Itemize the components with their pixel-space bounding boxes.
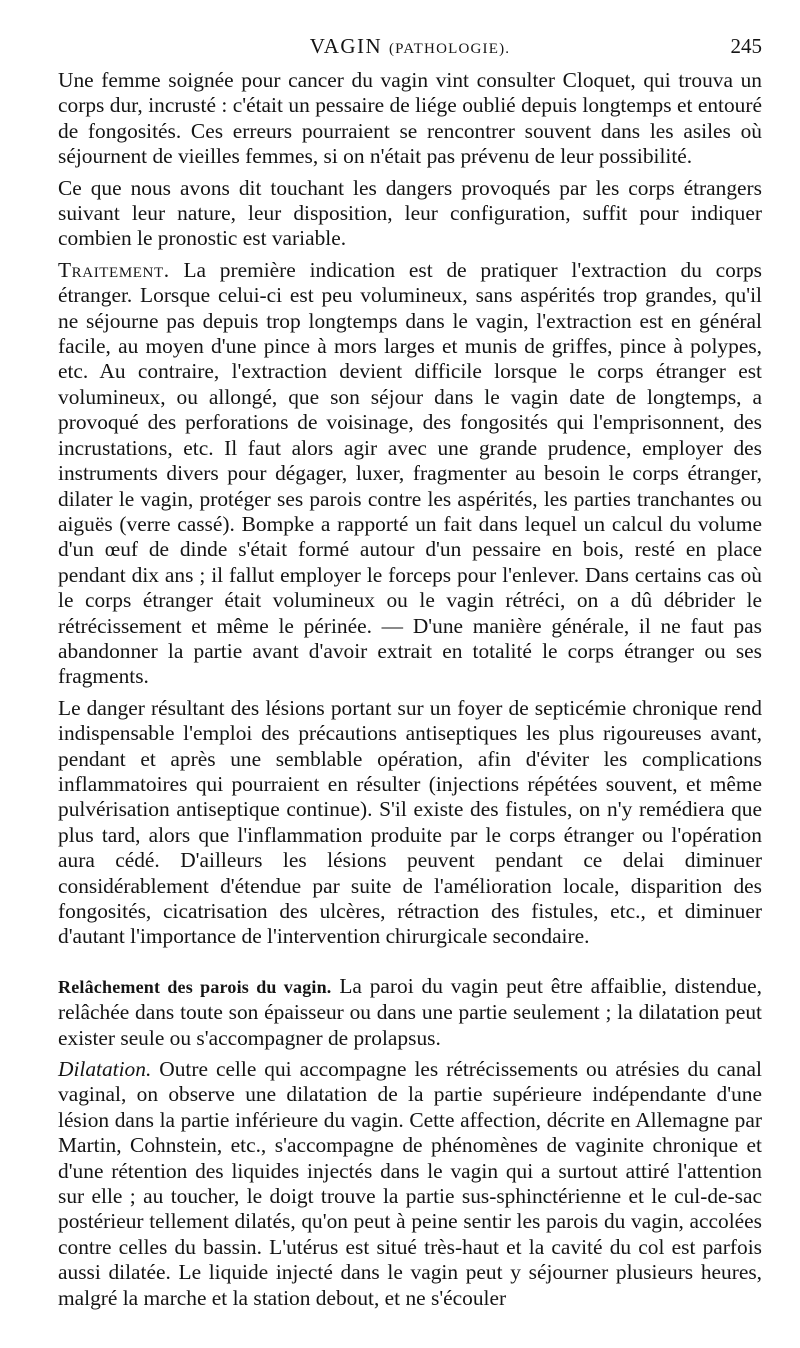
- running-header: [58, 34, 762, 68]
- relachement-heading: Relâchement des parois du vagin.: [58, 976, 332, 997]
- traitement-heading: Traitement.: [58, 257, 170, 282]
- paragraph-text: La paroi du vagin peut être affaiblie, distendue, relâchée dans toute son épaisseur ou dans une partie seulement ; la dilatation peut exister seule ou s'accompagner de prolapsus.: [58, 973, 762, 1050]
- paragraph-dilatation: [58, 1057, 762, 1311]
- paragraph-text: Le danger résultant des lésions portant sur un foyer de septicémie chronique rend indispensable l'emploi des précautions antiseptiques les plus rigoureuses avant, pendant et après une semblable opération, afin d'éviter les complications inflammatoires qui pourraient en résulter (injections répétées souvent, et même pulvérisation antiseptique continue). S'il existe des fistules, on n'y remédiera que plus tard, alors que l'inflammation produite par le corps étranger ou l'opération aura cédé. D'ailleurs les lésions peuvent pendant ce delai diminuer considérablement d'étendue par suite de l'amélioration locale, disparition des fongosités, cicatrisation des ulcères, rétraction des fistules, etc., et diminuer d'autant l'importance de l'intervention chirurgicale secondaire.: [58, 695, 762, 949]
- paragraph-traitement: [58, 258, 762, 690]
- running-title: [58, 34, 762, 59]
- paragraph-relachement: [58, 974, 762, 1051]
- paragraph-text: Outre celle qui accompagne les rétrécissements ou atrésies du canal vaginal, on observe une dilatation de la partie supérieure indépendante d'une lésion dans la partie inférieure du vagin. Cette affection, décrite en Allemagne par Martin, Cohnstein, etc., s'accompagne de phénomènes de vaginite chronique et d'une rétention des liquides injectés dans le vagin qui a surtout attiré l'attention sur elle ; au toucher, le doigt trouve la partie sus-sphinctérienne et le cul-de-sac postérieur tellement dilatés, qu'on peut à peine sentir les parois du vagin, accolées contre celles du bassin. L'utérus est situé très-haut et la cavité du col est parfois aussi dilatée. Le liquide injecté dans le vagin peut y séjourner plusieurs heures, malgré la marche et la station debout, et ne s'écouler: [58, 1057, 762, 1310]
- paragraph-text: Une femme soignée pour cancer du vagin vint consulter Cloquet, qui trouva un corps dur, incrusté : c'était un pessaire de liége oublié depuis longtemps et entouré de fongosités. Ces erreurs pourraient se rencontrer souvent dans les asiles où séjournent de vieilles femmes, si on n'était pas prévenu de leur possibilité.: [58, 68, 762, 169]
- paragraph-pronostic: [58, 176, 762, 252]
- paragraph-text: Ce que nous avons dit touchant les dangers provoqués par les corps étrangers suivant leur nature, leur disposition, leur configuration, suffit pour indiquer combien le pronostic est variable.: [58, 175, 762, 251]
- section-spacer: [58, 950, 762, 974]
- dilatation-heading: Dilatation.: [58, 1057, 152, 1082]
- running-title-main: VAGIN: [309, 34, 383, 58]
- running-title-sub: (PATHOLOGIE).: [388, 41, 511, 57]
- paragraph-text: La première indication est de pratiquer l'extraction du corps étranger. Lorsque celui-ci est peu volumineux, sans aspérités trop grandes, qu'il ne séjourne pas depuis trop longtemps dans le vagin, l'extraction est en général facile, au moyen d'une pince à mors larges et munis de griffes, pince à polypes, etc. Au contraire, l'extraction devient difficile lorsque le corps étranger est volumineux, ou allongé, que son séjour dans le vagin date de longtemps, a provoqué des perforations de voisinage, des fongosités qui l'emprisonnent, des incrustations, etc. Il faut alors agir avec une grande prudence, employer des instruments divers pour dégager, luxer, fragmenter au besoin le corps étranger, dilater le vagin, protéger ses parois contre les aspérités, les parties tranchantes ou aiguës (verre cassé). Bompke a rapporté un fait dans lequel un calcul du volume d'un œuf de dinde s'était formé autour d'un pessaire en bois, resté en place pendant dix ans ; il fallut employer le forceps pour l'enlever. Dans certains cas où le corps étranger était volumineux ou le vagin rétréci, on a dû débrider le rétrécissement et même le périnée. — D'une manière générale, il ne faut pas abandonner la partie avant d'avoir extrait en totalité le corps étranger ou ses fragments.: [58, 257, 762, 689]
- paragraph-antiseptique: [58, 696, 762, 950]
- paragraph-cloquet: [58, 68, 762, 170]
- page-number: 245: [730, 34, 762, 58]
